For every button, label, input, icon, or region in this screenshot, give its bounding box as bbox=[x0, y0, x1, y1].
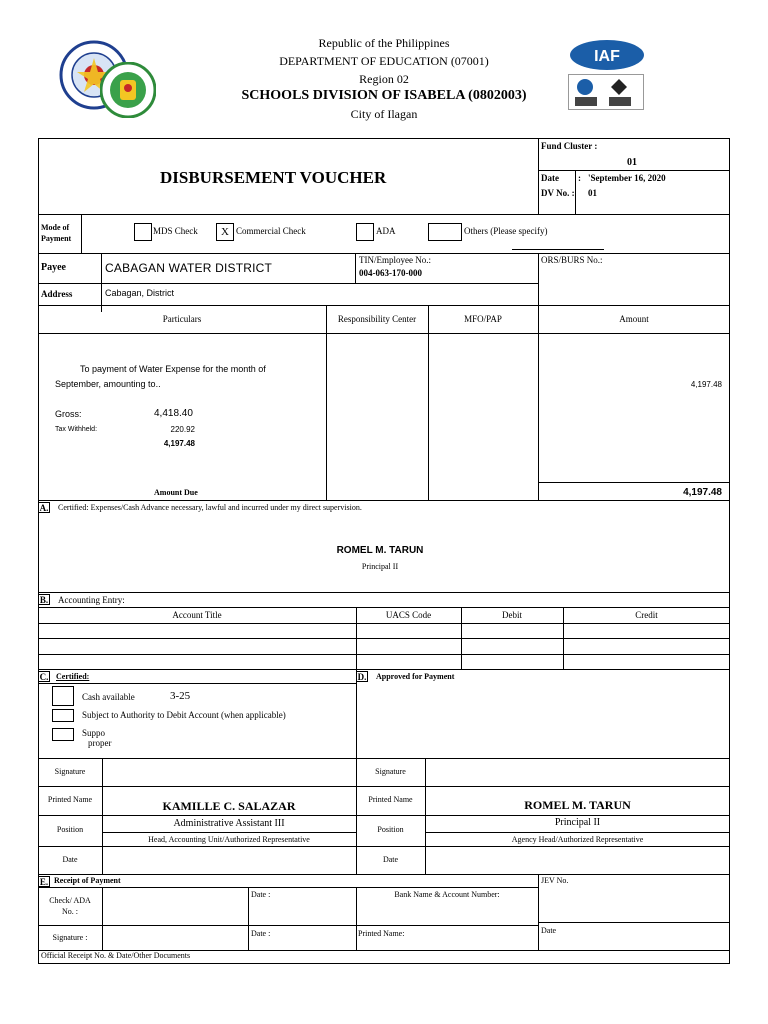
iaf-logo bbox=[568, 38, 646, 72]
tax-withheld-label: Tax Withheld: bbox=[55, 426, 98, 433]
jev-label: JEV No. bbox=[541, 876, 569, 885]
section-d-printed-name: ROMEL M. TARUN bbox=[524, 798, 631, 812]
commercial-check-label: Commercial Check bbox=[236, 226, 306, 236]
col-account-title: Account Title bbox=[172, 610, 222, 620]
others-label: Others (Please specify) bbox=[464, 226, 548, 236]
section-c-printed-name: KAMILLE C. SALAZAR bbox=[162, 799, 296, 813]
date-label: Date bbox=[541, 173, 559, 183]
ors-burs-label: ORS/BURS No.: bbox=[541, 255, 603, 265]
gross-value: 4,418.40 bbox=[154, 408, 193, 419]
particulars-line-2: September, amounting to.. bbox=[55, 379, 161, 389]
section-e-label: Receipt of Payment bbox=[54, 876, 121, 885]
header-region: Region 02 bbox=[359, 72, 409, 86]
voucher-title: DISBURSEMENT VOUCHER bbox=[160, 168, 387, 187]
others-specify-line[interactable] bbox=[512, 249, 604, 250]
check-ada-label-2: No. : bbox=[62, 907, 78, 916]
section-c-position-label: Position bbox=[56, 825, 84, 834]
section-b-label: Accounting Entry: bbox=[58, 595, 125, 605]
header-city: City of Ilagan bbox=[350, 107, 418, 121]
mds-check-label: MDS Check bbox=[153, 226, 198, 236]
section-c-date-label: Date bbox=[62, 855, 78, 864]
commercial-check-checkbox[interactable] bbox=[216, 223, 234, 241]
tin-label: TIN/Employee No.: bbox=[359, 255, 431, 265]
cash-available-label: Cash available bbox=[82, 692, 135, 702]
mds-check-checkbox[interactable] bbox=[134, 223, 152, 241]
e-date3-label: Date bbox=[541, 926, 557, 935]
dv-value: 01 bbox=[588, 188, 597, 198]
section-c-letter: C. bbox=[39, 672, 49, 682]
header-division: SCHOOLS DIVISION OF ISABELA (0802003) bbox=[241, 88, 527, 103]
section-c-signature-label: Signature bbox=[54, 767, 86, 776]
gross-label: Gross: bbox=[55, 409, 82, 419]
supporting-docs-label-1: Suppo bbox=[82, 728, 106, 738]
tin-value: 004-063-170-000 bbox=[359, 268, 422, 278]
payee-value: CABAGAN WATER DISTRICT bbox=[105, 261, 273, 275]
section-c-label: Certified: bbox=[56, 672, 90, 681]
section-d-label: Approved for Payment bbox=[376, 672, 455, 681]
header-department: DEPARTMENT OF EDUCATION (07001) bbox=[279, 54, 489, 68]
section-c-position: Administrative Assistant III bbox=[173, 818, 285, 829]
check-ada-label-1: Check/ ADA bbox=[49, 896, 91, 905]
col-responsibility-center: Responsibility Center bbox=[337, 314, 417, 324]
section-d-date-label: Date bbox=[382, 855, 399, 864]
bank-account-label: Bank Name & Account Number: bbox=[394, 890, 500, 899]
address-value: Cabagan, District bbox=[105, 288, 175, 298]
section-d-signature-label: Signature bbox=[375, 767, 406, 776]
official-receipt-label: Official Receipt No. & Date/Other Documents bbox=[41, 951, 191, 960]
section-a-letter: A. bbox=[39, 503, 49, 513]
col-credit: Credit bbox=[635, 610, 658, 620]
amount-value: 4,197.48 bbox=[690, 380, 722, 389]
section-a-certification: Certified: Expenses/Cash Advance necessary, lawful and incurred under my direct supervision. bbox=[58, 503, 362, 512]
e-date-label: Date : bbox=[251, 890, 271, 899]
cash-available-value: 3-25 bbox=[170, 690, 191, 702]
particulars-line-1: To payment of Water Expense for the month of bbox=[80, 364, 266, 374]
section-d-position-label: Position bbox=[377, 825, 404, 834]
section-e-letter: E. bbox=[39, 877, 49, 887]
section-d-letter: D. bbox=[357, 672, 367, 682]
col-amount: Amount bbox=[619, 314, 649, 324]
iso-ukas-badge bbox=[568, 74, 644, 110]
supporting-docs-checkbox[interactable] bbox=[52, 728, 74, 741]
col-uacs-code: UACS Code bbox=[385, 610, 432, 620]
section-d-position-sub: Agency Head/Authorized Representative bbox=[511, 835, 644, 844]
section-a-position: Principal II bbox=[361, 562, 399, 571]
section-d-printed-name-label: Printed Name bbox=[368, 795, 413, 804]
others-checkbox[interactable] bbox=[428, 223, 462, 241]
cash-available-checkbox[interactable] bbox=[52, 686, 74, 706]
payee-label: Payee bbox=[41, 262, 66, 273]
division-logo bbox=[100, 62, 156, 118]
fund-cluster-value: 01 bbox=[627, 157, 637, 168]
section-c-printed-name-label: Printed Name bbox=[47, 795, 93, 804]
authority-debit-label: Subject to Authority to Debit Account (when applicable) bbox=[82, 710, 286, 720]
authority-debit-checkbox[interactable] bbox=[52, 709, 74, 722]
section-c-position-sub: Head, Accounting Unit/Authorized Representative bbox=[148, 835, 310, 844]
section-a-name: ROMEL M. TARUN bbox=[336, 545, 424, 556]
commercial-check-mark: X bbox=[221, 226, 229, 238]
section-d-position: Principal II bbox=[554, 817, 601, 828]
dv-label: DV No. : bbox=[541, 188, 575, 198]
mode-of-payment-label-2: Payment bbox=[41, 234, 72, 243]
ada-label: ADA bbox=[376, 226, 396, 236]
fund-cluster-label: Fund Cluster : bbox=[541, 141, 598, 151]
svg-text:IAF: IAF bbox=[594, 48, 620, 65]
section-b-letter: B. bbox=[39, 595, 49, 605]
e-signature-label: Signature : bbox=[52, 933, 88, 942]
amount-due-value: 4,197.48 bbox=[683, 487, 722, 498]
col-particulars: Particulars bbox=[162, 314, 202, 324]
date-value: 'September 16, 2020 bbox=[588, 173, 666, 183]
col-debit: Debit bbox=[502, 610, 522, 620]
e-date2-label: Date : bbox=[251, 929, 271, 938]
ada-checkbox[interactable] bbox=[356, 223, 374, 241]
tax-withheld-value: 220.92 bbox=[170, 425, 195, 434]
header-republic: Republic of the Philippines bbox=[318, 36, 450, 50]
address-label: Address bbox=[41, 289, 73, 299]
supporting-docs-label-2: proper bbox=[88, 738, 112, 748]
amount-due-label: Amount Due bbox=[154, 488, 198, 497]
mode-of-payment-label-1: Mode of bbox=[41, 223, 70, 232]
net-amount-value: 4,197.48 bbox=[163, 439, 195, 448]
e-printed-name-label: Printed Name: bbox=[358, 929, 405, 938]
col-mfo-pap: MFO/PAP bbox=[464, 314, 502, 324]
